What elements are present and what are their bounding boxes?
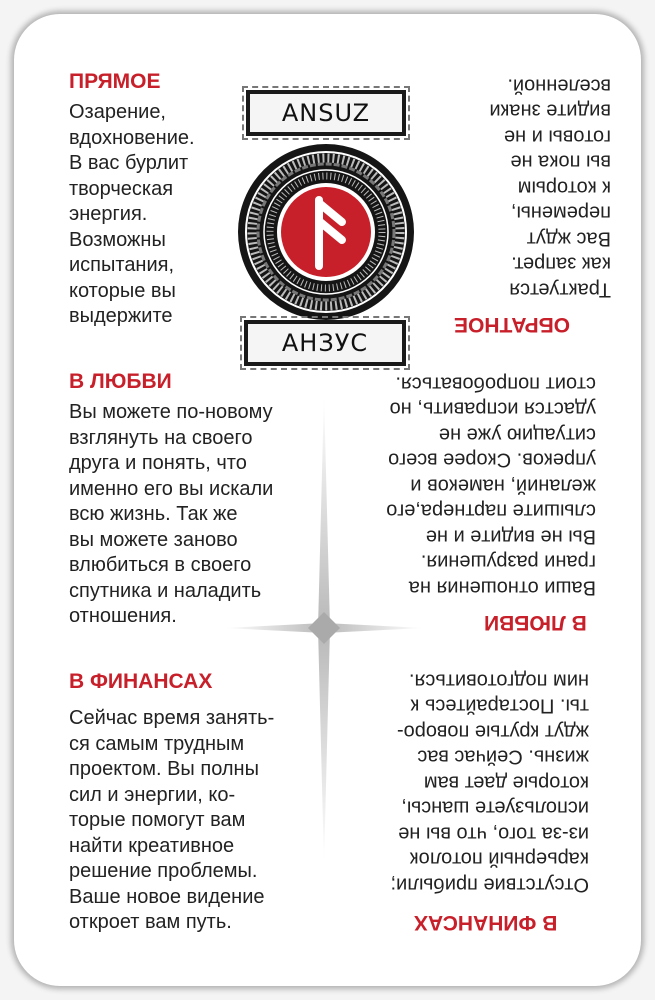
reversed-finance-title: В ФИНАНСАХ	[414, 911, 558, 934]
upright-love-text: Вы можете по-новому взглянуть на своего друга и понять, что именно его вы искали всю жизнь. Так же вы можете заново влюбиться в своего спутника и наладить отношения.	[69, 401, 274, 627]
reversed-title: ОБРАТНОЕ	[454, 313, 571, 336]
upright-finance-title: В ФИНАНСАХ	[69, 670, 213, 693]
reversed-love-title: В ЛЮБВИ	[484, 611, 587, 634]
reversed-love-text: Ваши отношения на грани разрушения. Вы не видите и не слышите партнера,его желаний, намеков и упреков. Скорее всего ситуацию уже не удастся исправить, но стоит попробоваться.	[386, 372, 596, 599]
reversed-text: Трактуется как запрет. Вас ждут перемены, к которым вы пока не готовы и не видите знаки вселенной.	[489, 74, 611, 301]
rune-name-top: ANSUZ	[246, 90, 406, 136]
upright-title: ПРЯМОЕ	[69, 70, 161, 93]
reversed-finance-text: Отсутствие прибыли; карьерный потолок из-за того, что вы не используете шансы, которые дает вам жизнь. Сейчас вас ждут крутые поворо- ты. Постарайтесь к ним подготовиться.	[390, 669, 589, 896]
rune-card	[14, 14, 641, 986]
rune-name-bottom: ΑΗЗУС	[244, 320, 406, 366]
ansuz-rune-icon	[236, 142, 416, 322]
upright-text: Озарение, вдохновение. В вас бурлит творческая энергия. Возможны испытания, которые вы выдержите	[69, 101, 195, 327]
upright-love-title: В ЛЮБВИ	[69, 370, 172, 393]
upright-finance-text: Сейчас время занять- ся самым трудным проектом. Вы полны сил и энергии, ко- торые помогут вам найти креативное решение проблемы. Ваше новое видение откроет вам путь.	[69, 707, 275, 933]
